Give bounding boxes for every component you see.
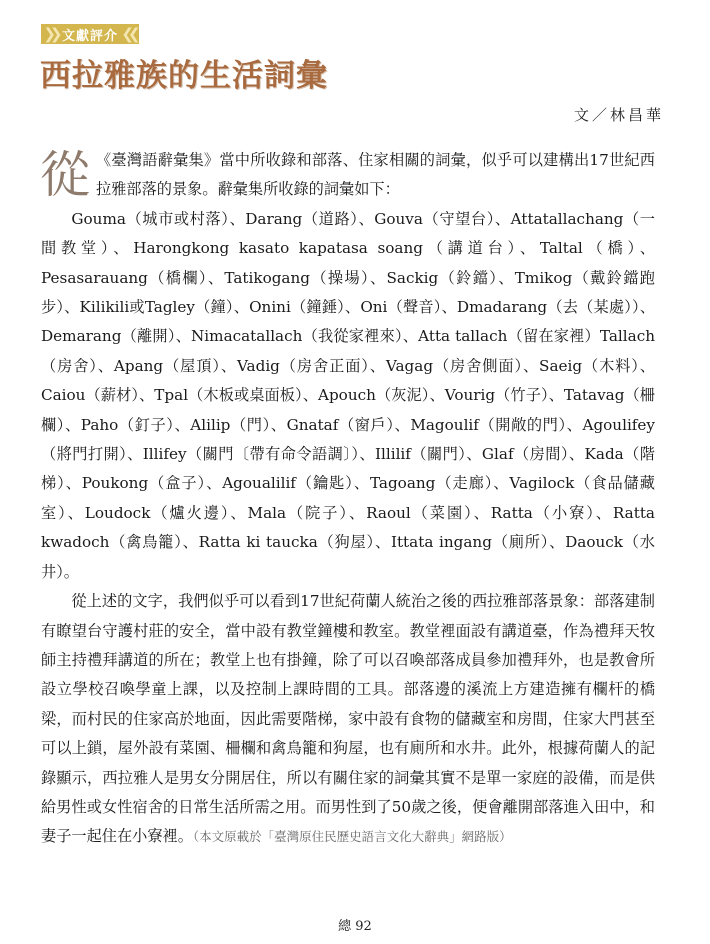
page-number: 總 92 (338, 919, 372, 934)
analysis-paragraph (41, 587, 655, 852)
vocabulary-paragraph: Gouma（城市或村落）、Darang（道路）、Gouva（守望台）、Attatallachang（一間教堂）、Harongkong kasato kapatasa soang（講道台）、Taltal（橋）、Pesasarauang（橋欄）、Tatikogang（操場）、Sackig（鈴鐺）、Tmikog（戴鈴鐺跑步）、Kilikili或Tagley（鐘）、Onini（鐘錘）、Oni（聲音）、Dmadarang（去（某處））、Demarang（離開）、Nimacatallach（我從家裡來）、Atta tallach（留在家裡）Tallach（房舍）、Apang（屋頂）、Vadig（房舍正面）、Vagag（房舍側面）、Saeig（木料）、Caiou（薪材）、Tpal（木板或桌面板）、Apouch（灰泥）、Vourig（竹子）、Tatavag（柵欄）、Paho（釘子）、Alilip（門）、Gnataf（窗戶）、Magoulif（開敞的門）、Agoulifey（將門打開）、Illifey（關門〔帶有命令語調〕）、Illilif（關門）、Glaf（房間）、Kada（階梯）、Poukong（盒子）、Agoualilif（鑰匙）、Tagoang（走廊）、Vagilock（食品儲藏室）、Loudock（爐火邊）、Mala（院子）、Raoul（菜園）、Ratta（小寮）、Ratta kwadoch（禽鳥籠）、Ratta ki taucka（狗屋）、Ittata ingang（廁所）、Daouck（水井）。 (41, 209, 655, 581)
section-tag-label: 文獻評介 (61, 28, 118, 44)
chevron-right-icon: ❯❯ (43, 25, 57, 43)
analysis-text: 從上述的文字，我們似乎可以看到17世紀荷蘭人統治之後的西拉雅部落景象：部落建制有瞭望台守護村莊的安全，當中設有教堂鐘樓和教室。教堂裡面設有講道臺，作為禮拜天牧師主持禮拜講道的所在；教堂上也有掛鐘，除了可以召喚部落成員參加禮拜外，也是教會所設立學校召喚學童上課，以及控制上課時間的工具。部落邊的溪流上方建造擁有欄杆的橋梁，而村民的住家高於地面，因此需要階梯，家中設有食物的儲藏室和房間，住家大門甚至可以上鎖，屋外設有菜園、柵欄和禽鳥籠和狗屋，也有廁所和水井。此外，根據荷蘭人的記錄顯示，西拉雅人是男女分開居住，所以有關住家的詞彙其實不是單一家庭的設備，而是供給男性或女性宿舍的日常生活所需之用。而男性到了50歲之後，便會離開部落進入田中，和妻子一起住在小寮裡。 (41, 592, 655, 846)
intro-paragraph (41, 146, 655, 205)
section-tag (41, 24, 139, 44)
author-byline: 文／林昌華 (573, 106, 664, 124)
intro-text: 《臺灣語辭彙集》當中所收錄和部落、住家相關的詞彙，似乎可以建構出17世紀西拉雅部落的景象。辭彙集所收錄的詞彙如下： (96, 151, 655, 199)
chevron-left-icon: ❮❮ (121, 25, 135, 43)
page-title: 西拉雅族的生活詞彙 (40, 58, 328, 94)
drop-cap: 從 (40, 146, 90, 204)
source-note: （本文原載於「臺灣原住民歷史語言文化大辭典」網路版） (192, 829, 512, 845)
article-body (41, 146, 655, 852)
